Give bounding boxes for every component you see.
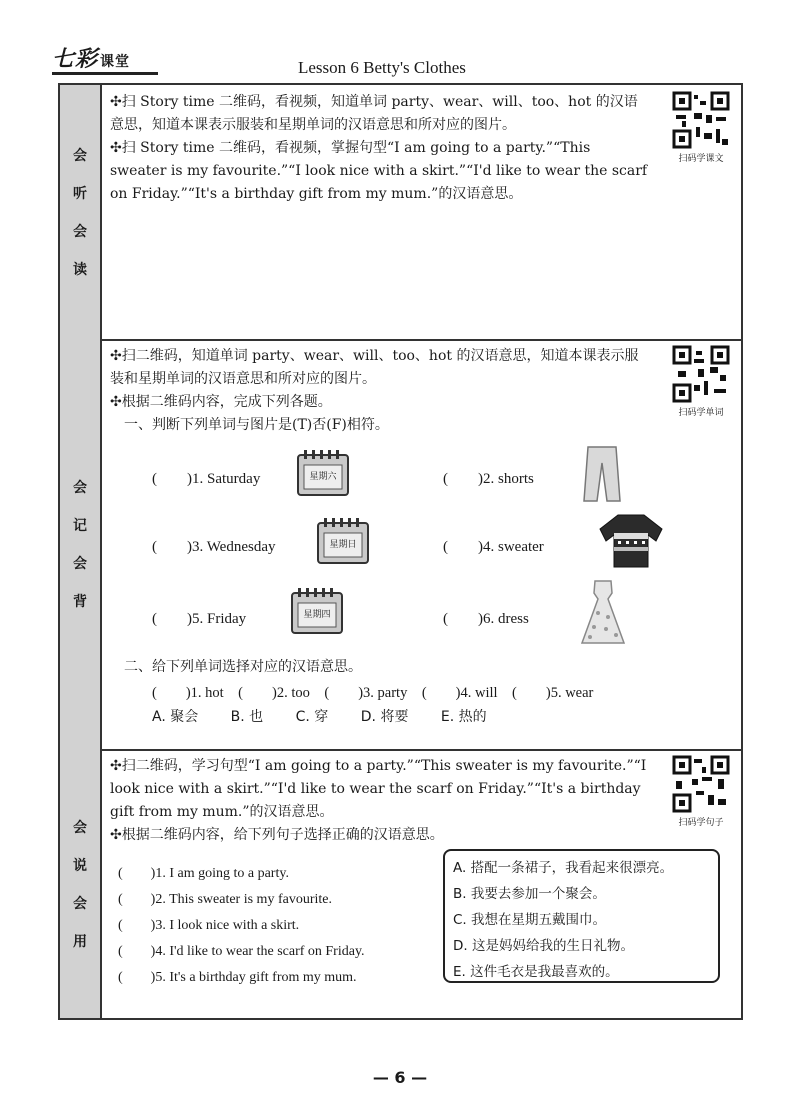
answer-blank[interactable]: ( ) <box>152 611 192 627</box>
sweater-image <box>598 511 664 569</box>
side-label: 会 说 会 用 <box>60 749 102 1018</box>
answer-blank[interactable]: ( ) <box>443 611 483 627</box>
choice-item: C. 我想在星期五戴围巾。 <box>453 912 607 928</box>
list-item[interactable]: ( )3. I look nice with a skirt. <box>118 918 300 933</box>
qr-code[interactable] <box>669 755 733 828</box>
list-item: ( )5. Friday <box>152 607 246 628</box>
calendar-label: 星期六 <box>309 472 337 482</box>
instruction-text: ✣扫二维码，知道单词 party、wear、will、too、hot 的汉语意思，知道本课表示服装和星期单词的汉语意思和所对应的图片。 <box>110 348 639 387</box>
calendar-label: 星期日 <box>329 540 357 550</box>
qr-icon <box>672 91 730 149</box>
lesson-title: Lesson 6 Betty's Clothes <box>298 58 466 77</box>
instruction-text: ✣根据二维码内容，给下列句子选择正确的汉语意思。 <box>110 827 444 843</box>
qr-code[interactable] <box>669 345 733 418</box>
choice-item: B. 我要去参加一个聚会。 <box>453 886 606 902</box>
side-label: 会 听 会 读 <box>60 85 102 339</box>
qr-caption: 扫码学课文 <box>678 154 724 164</box>
calendar-label: 星期四 <box>303 610 331 620</box>
list-item[interactable]: ( )5. It's a birthday gift from my mum. <box>118 970 357 985</box>
section-listen-read <box>60 85 741 341</box>
dress-image <box>578 579 628 645</box>
list-item: ( )4. sweater <box>443 535 544 556</box>
answer-blank[interactable]: ( ) <box>152 471 192 487</box>
answer-blank[interactable]: ( ) <box>152 539 192 555</box>
instruction-text: ✣根据二维码内容，完成下列各题。 <box>110 394 332 410</box>
list-item[interactable]: ( )4. I'd like to wear the scarf on Friday. <box>118 944 365 959</box>
qr-caption: 扫码学单词 <box>678 408 724 418</box>
worksheet-frame <box>58 83 743 1020</box>
section-content <box>110 345 651 437</box>
answer-blank[interactable]: ( ) <box>443 471 483 487</box>
qr-code[interactable] <box>669 91 733 164</box>
instruction-text: ✣扫 Story time 二维码，看视频，掌握句型“I am going to a party.”“This sweater is my favourite.”“I look nice with a skirt.”“I'd like to wear the scarf on Friday.”“It's a birthday gift from my mum.”的汉语意思。 <box>110 140 648 202</box>
calendar-image <box>290 587 344 639</box>
logo-underline <box>52 72 158 75</box>
calendar-image <box>296 449 350 501</box>
side-label: 会 记 会 背 <box>60 339 102 749</box>
answer-blank[interactable]: ( ) <box>443 539 483 555</box>
calendar-image <box>316 517 370 569</box>
list-item[interactable]: ( )2. This sweater is my favourite. <box>118 892 332 907</box>
page-number: — 6 — <box>372 1068 428 1087</box>
qr-caption: 扫码学句子 <box>678 818 724 828</box>
trousers-image <box>580 445 624 503</box>
part2-title: 二、给下列单词选择对应的汉语意思。 <box>124 659 362 675</box>
choices-box <box>443 849 720 983</box>
qr-icon <box>672 755 730 813</box>
options-row: A. 聚会 B. 也 C. 穿 D. 将要 E. 热的 <box>152 709 487 725</box>
list-item: ( )2. shorts <box>443 467 534 488</box>
choice-item: A. 搭配一条裙子，我看起来很漂亮。 <box>453 860 674 876</box>
choice-item: D. 这是妈妈给我的生日礼物。 <box>453 938 634 954</box>
sentence-list <box>118 861 365 991</box>
instruction-text: ✣扫 Story time 二维码，看视频，知道单词 party、wear、will、too、hot 的汉语意思，知道本课表示服装和星期单词的汉语意思和所对应的图片。 <box>110 94 638 133</box>
qr-icon <box>672 345 730 403</box>
section-content <box>110 91 651 206</box>
list-item: ( )6. dress <box>443 607 529 628</box>
list-item: ( )3. Wednesday <box>152 535 276 556</box>
word-choice-row[interactable]: ( )1. hot ( )2. too ( )3. party ( )4. will ( )5. wear <box>152 685 594 701</box>
section-content <box>110 755 651 847</box>
section-remember-recite <box>60 339 741 751</box>
list-item: ( )1. Saturday <box>152 467 260 488</box>
brand-logo: 七彩 课堂 <box>52 47 131 72</box>
list-item[interactable]: ( )1. I am going to a party. <box>118 866 289 881</box>
choice-item: E. 这件毛衣是我最喜欢的。 <box>453 964 619 980</box>
instruction-text: ✣扫二维码，学习句型“I am going to a party.”“This sweater is my favourite.”“I look nice with a skirt.”“I'd like to wear the scarf on Friday.”“It's a birthday gift from my mum.”的汉语意思。 <box>110 758 647 820</box>
part1-title: 一、判断下列单词与图片是(T)否(F)相符。 <box>124 417 389 433</box>
